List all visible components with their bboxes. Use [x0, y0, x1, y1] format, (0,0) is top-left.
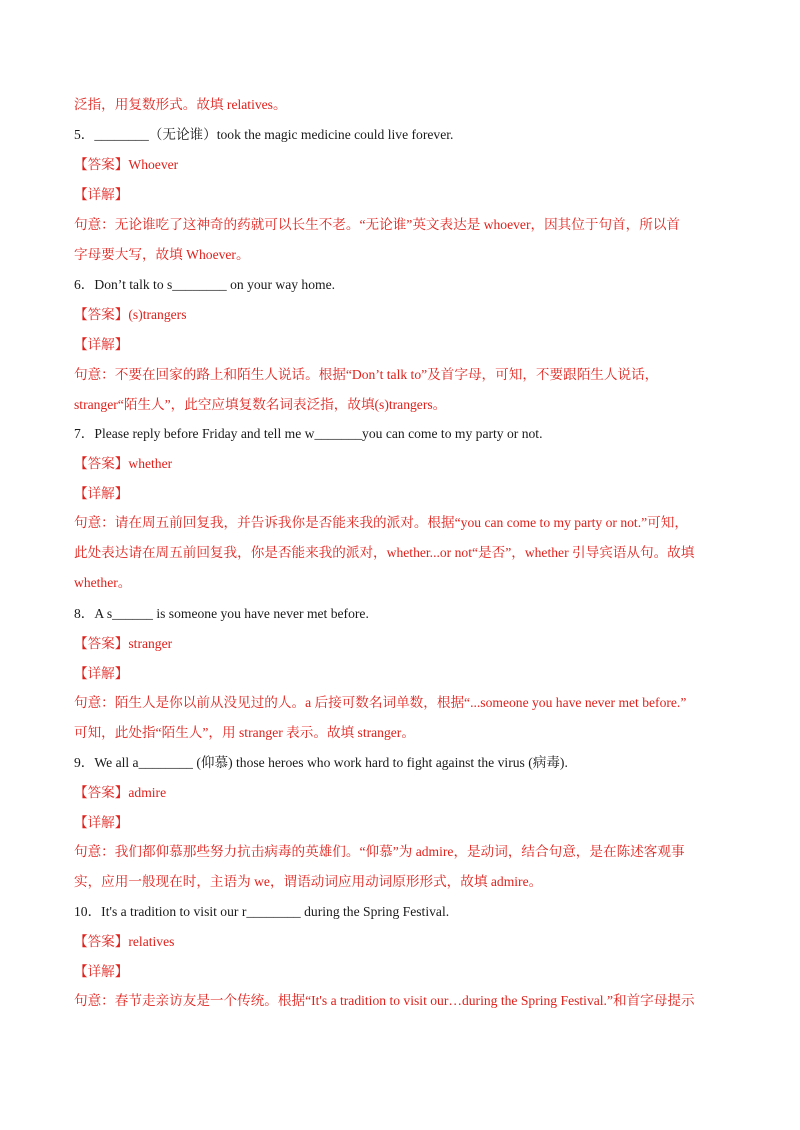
answer-6: 【答案】(s)trangers [74, 307, 187, 322]
explanation-6-line-2: stranger“陌生人”，此空应填复数名词表泛指，故填(s)trangers。 [74, 397, 447, 412]
explanation-8-line-2: 可知，此处指“陌生人”，用 stranger 表示。故填 stranger。 [74, 725, 415, 740]
question-9: 9．We all a________ (仰慕) those heroes who work hard to fight against the virus (病毒). [74, 755, 568, 770]
answer-10: 【答案】relatives [74, 934, 175, 949]
explanation-7-line-1: 句意：请在周五前回复我，并告诉我你是否能来我的派对。根据“you can come to my party or not.”可知， [74, 515, 688, 530]
question-8: 8．A s______ is someone you have never met before. [74, 606, 369, 621]
explanation-7-line-2: 此处表达请在周五前回复我，你是否能来我的派对，whether...or not“是否”，whether 引导宾语从句。故填 [74, 545, 695, 560]
question-6: 6．Don’t talk to s________ on your way home. [74, 277, 336, 292]
explanation-label-9: 【详解】 [74, 815, 129, 830]
question-7: 7．Please reply before Friday and tell me w_______you can come to my party or not. [74, 426, 543, 441]
line-prev-answer-tail: 泛指，用复数形式。故填 relatives。 [74, 97, 287, 112]
question-10: 10．It's a tradition to visit our r________ during the Spring Festival. [74, 904, 450, 919]
explanation-9-line-2: 实，应用一般现在时，主语为 we，谓语动词应用动词原形形式，故填 admire。 [74, 874, 543, 889]
explanation-5-line-1: 句意：无论谁吃了这神奇的药就可以长生不老。“无论谁”英文表达是 whoever，因其位于句首，所以首 [74, 217, 681, 232]
explanation-label-6: 【详解】 [74, 337, 129, 352]
explanation-label-8: 【详解】 [74, 666, 129, 681]
explanation-9-line-1: 句意：我们都仰慕那些努力抗击病毒的英雄们。“仰慕”为 admire，是动词，结合句意，是在陈述客观事 [74, 844, 685, 859]
question-5: 5．________（无论谁）took the magic medicine could live forever. [74, 127, 454, 142]
explanation-label-10: 【详解】 [74, 964, 129, 979]
explanation-5-line-2: 字母要大写，故填 Whoever。 [74, 247, 250, 262]
explanation-6-line-1: 句意：不要在回家的路上和陌生人说话。根据“Don’t talk to”及首字母，可知，不要跟陌生人说话， [74, 367, 659, 382]
answer-9: 【答案】admire [74, 785, 167, 800]
explanation-label-7: 【详解】 [74, 486, 129, 501]
explanation-8-line-1: 句意：陌生人是你以前从没见过的人。a 后接可数名词单数，根据“...someone you have never met before.” [74, 695, 687, 710]
explanation-10-line-1: 句意：春节走亲访友是一个传统。根据“It's a tradition to visit our…during the Spring Festival.”和首字母提示 [74, 993, 695, 1008]
explanation-7-line-3: whether。 [74, 575, 132, 590]
explanation-label-5: 【详解】 [74, 187, 129, 202]
answer-7: 【答案】whether [74, 456, 173, 471]
answer-8: 【答案】stranger [74, 636, 173, 651]
answer-5: 【答案】Whoever [74, 157, 179, 172]
